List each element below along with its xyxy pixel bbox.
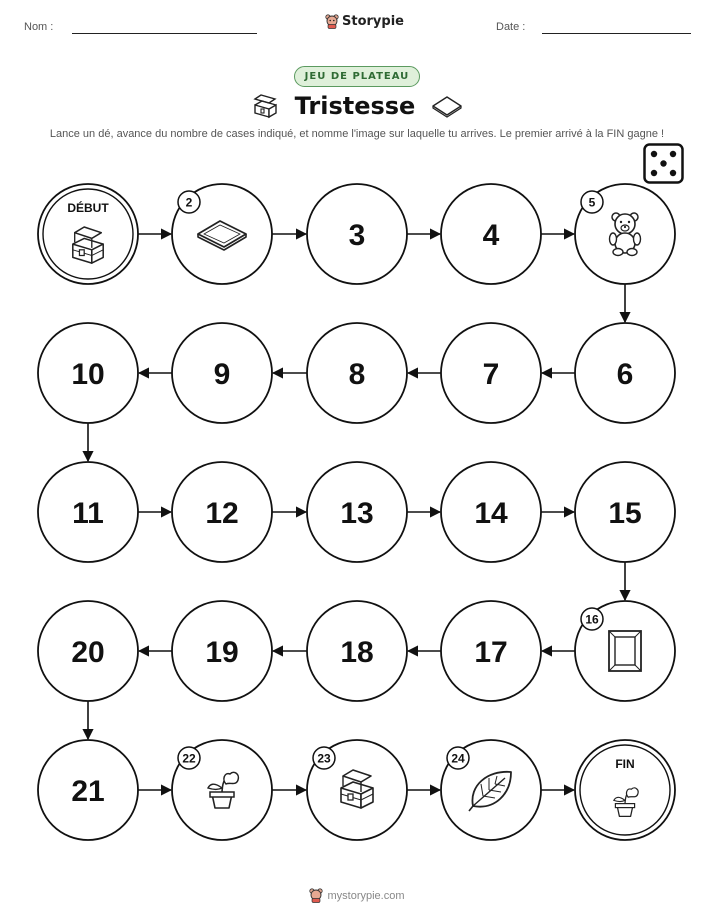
board-cell-15 bbox=[575, 462, 675, 562]
brand-name: Storypie bbox=[342, 14, 404, 29]
board-cell-18 bbox=[307, 601, 407, 701]
cell-circle bbox=[575, 740, 675, 840]
cell-number: 11 bbox=[72, 497, 104, 530]
board-cell-24 bbox=[441, 740, 541, 840]
cell-number: 13 bbox=[340, 497, 374, 530]
cell-number: 9 bbox=[213, 358, 231, 391]
board-cell-14 bbox=[441, 462, 541, 562]
board-cell-1 bbox=[38, 184, 138, 284]
cell-number: 17 bbox=[474, 636, 508, 669]
cell-number: 5 bbox=[588, 195, 596, 210]
board-cells bbox=[38, 184, 675, 840]
board-cell-19 bbox=[172, 601, 272, 701]
board-cell-4 bbox=[441, 184, 541, 284]
board-cell-12 bbox=[172, 462, 272, 562]
cell-number: 24 bbox=[451, 751, 465, 766]
footer-url[interactable]: mystorypie.com bbox=[327, 889, 405, 902]
board-cell-5 bbox=[575, 184, 675, 284]
name-label: Nom : bbox=[24, 21, 54, 33]
board-cell-3 bbox=[307, 184, 407, 284]
start-label: DÉBUT bbox=[67, 201, 109, 215]
page-title: Tristesse bbox=[294, 92, 416, 120]
cell-number: 3 bbox=[348, 219, 366, 252]
cell-number: 6 bbox=[616, 358, 634, 391]
board-cell-8 bbox=[307, 323, 407, 423]
board-cell-6 bbox=[575, 323, 675, 423]
bear-mascot-icon bbox=[309, 888, 323, 903]
board-cell-21 bbox=[38, 740, 138, 840]
cell-number: 2 bbox=[185, 195, 193, 210]
board-cell-7 bbox=[441, 323, 541, 423]
cell-number: 22 bbox=[182, 751, 196, 766]
board-cell-22 bbox=[172, 740, 272, 840]
board-cell-9 bbox=[172, 323, 272, 423]
footer bbox=[0, 888, 714, 903]
instructions: Lance un dé, avance du nombre de cases indiqué, et nomme l'image sur laquelle tu arrives. Le premier arrivé à la FIN gagne ! bbox=[49, 128, 665, 140]
cell-number: 14 bbox=[474, 497, 508, 530]
cell-number: 10 bbox=[71, 358, 105, 391]
cell-number: 16 bbox=[585, 612, 599, 627]
cell-number: 21 bbox=[71, 775, 105, 808]
cell-number: 8 bbox=[348, 358, 366, 391]
cell-number: 23 bbox=[317, 751, 331, 766]
cell-number: 18 bbox=[340, 636, 374, 669]
end-label: FIN bbox=[615, 757, 635, 771]
cell-number: 7 bbox=[482, 358, 500, 391]
cell-number: 12 bbox=[205, 497, 239, 530]
board-cell-25 bbox=[575, 740, 675, 840]
cell-number: 19 bbox=[205, 636, 239, 669]
board-cell-23 bbox=[307, 740, 407, 840]
board-cell-13 bbox=[307, 462, 407, 562]
picture-frame-icon bbox=[609, 631, 641, 671]
cell-number: 15 bbox=[608, 497, 642, 530]
board-cell-11 bbox=[38, 462, 138, 562]
board-cell-16 bbox=[575, 601, 675, 701]
board-cell-17 bbox=[441, 601, 541, 701]
game-type-badge: JEU DE PLATEAU bbox=[294, 66, 421, 87]
cell-number: 20 bbox=[71, 636, 105, 669]
teddy-bear-icon bbox=[610, 213, 641, 256]
board-cell-20 bbox=[38, 601, 138, 701]
board-cell-2 bbox=[172, 184, 272, 284]
board-cell-10 bbox=[38, 323, 138, 423]
date-label: Date : bbox=[496, 21, 526, 33]
cell-number: 4 bbox=[482, 219, 500, 252]
